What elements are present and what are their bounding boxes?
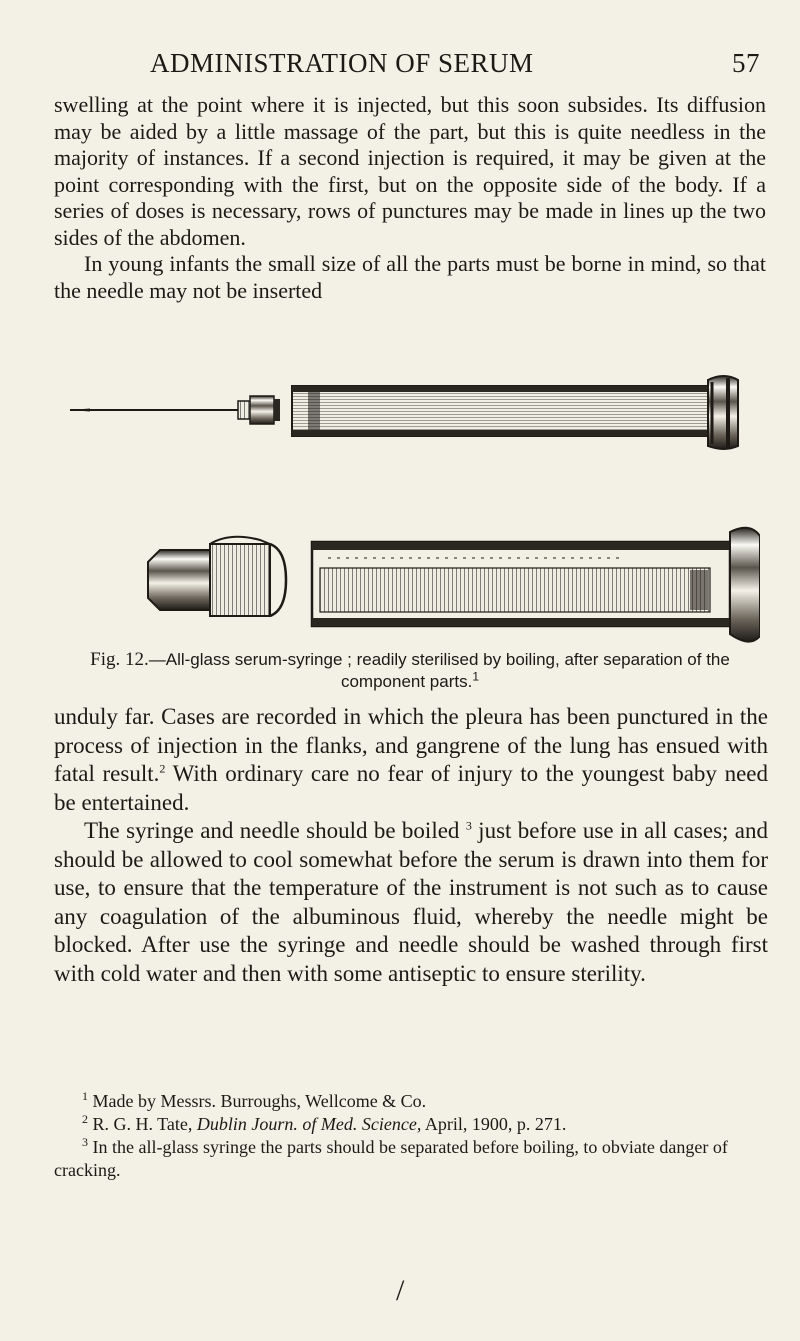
paragraph-text: With ordinary care no fear of injury to the youngest baby need be entertained. <box>54 761 768 815</box>
footnote-mark: 3 <box>82 1135 88 1149</box>
caption-text: —All-glass serum-syringe ; readily sterilised by boiling, after separation of the component parts. <box>148 650 730 691</box>
paragraph-text: unduly far. Cases are recorded in which the pleura has been punctured in the process of injection in the flanks, and gangrene of the lung has ensued with fatal result. <box>54 704 768 786</box>
footnote-ref: 2 <box>159 761 166 776</box>
footnote-ref: 1 <box>472 669 480 684</box>
footnote-ref: 3 <box>465 818 472 833</box>
page-number: 57 <box>732 48 760 78</box>
figure-caption <box>90 649 730 693</box>
footnote <box>54 1136 768 1182</box>
journal-title: Dublin Journ. of Med. Science, <box>196 1114 422 1134</box>
footnotes <box>54 1090 768 1182</box>
needle-icon <box>70 396 280 424</box>
body-text-bottom <box>54 703 768 988</box>
footnote-text: R. G. H. Tate, <box>88 1114 197 1134</box>
footnote-mark: 1 <box>82 1089 88 1103</box>
footnote-text: Made by Messrs. Burroughs, Wellcome & Co. <box>88 1091 427 1111</box>
footnote <box>54 1090 768 1113</box>
body-text-top <box>54 92 766 304</box>
running-header <box>60 46 760 86</box>
header-title: ADMINISTRATION OF SERUM <box>150 48 534 78</box>
paragraph: swelling at the point where it is injected, but this soon subsides. Its diffusion may be aided by a little massage of the part, but this is quite needless in the majority of instances. If a second injection is required, it may be given at the point corresponding with the first, but on the opposite side of the body. If a series of doses is necessary, rows of punctures may be made in lines up the two sides of the abdomen. <box>54 92 766 250</box>
syringe-illustration-icon <box>60 372 760 652</box>
page-mark: / <box>396 1274 405 1307</box>
nozzle-icon <box>148 537 286 616</box>
paragraph <box>54 817 768 988</box>
plunger-icon <box>312 528 760 642</box>
footnote-text: In the all-glass syringe the parts should be separated before boiling, to obviate danger of cracking. <box>54 1137 728 1180</box>
paragraph: In young infants the small size of all the parts must be borne in mind, so that the needle may not be inserted <box>54 251 766 303</box>
footnote-mark: 2 <box>82 1112 88 1126</box>
paragraph-text: The syringe and needle should be boiled <box>84 818 460 843</box>
paragraph <box>54 703 768 817</box>
barrel-icon <box>292 376 738 449</box>
figure-label: Fig. 12. <box>90 649 149 670</box>
footnote <box>54 1113 768 1136</box>
footnote-text: April, 1900, p. 271. <box>421 1114 567 1134</box>
syringe-figure <box>60 372 760 652</box>
paragraph-text: just before use in all cases; and should be allowed to cool somewhat before the serum is drawn into them for use, to ensure that the temperature of the instrument is not such as to cause any coagulation of the albuminous fluid, whereby the needle might be blocked. After use the syringe and needle should be washed through first with cold water and then with some antiseptic to ensure sterility. <box>54 818 769 986</box>
